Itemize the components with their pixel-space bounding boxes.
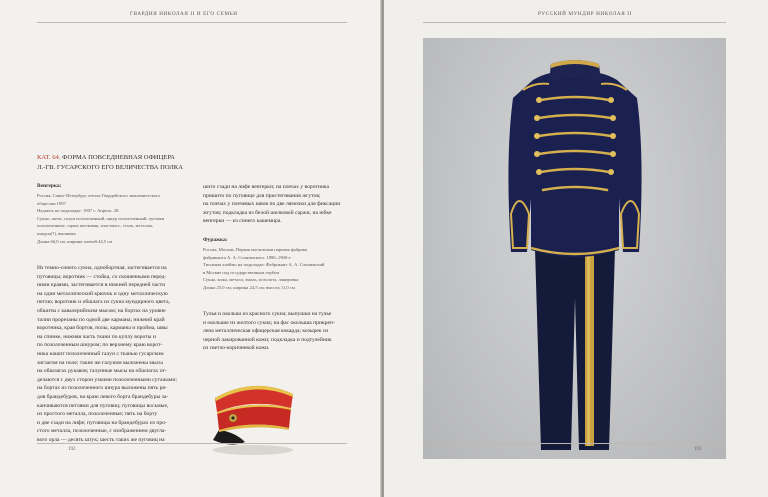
body-line: и околыше из желтого сукна; на фас околыша прикреп- (203, 319, 335, 326)
body-line: пришито по пуговице для пристегивания жгутов; (203, 192, 321, 199)
body-line: делаются с двух сторон узкими позолоченными сутажами; (37, 376, 177, 383)
footer-rule (423, 443, 726, 444)
cap-image (205, 368, 300, 458)
body-line: обшиты с кавалерийским мысом; на бортах на уровне (37, 307, 166, 314)
catalog-title (37, 153, 337, 173)
body-line: и две сзади на лифе; пуговицы на брандебурах из про- (37, 419, 167, 426)
right-page (384, 0, 768, 497)
body-line: зигзагом на поле; такие же галуном выложены мысы (37, 359, 163, 366)
body-line: на один металлический крючок и одну металлическую (37, 290, 168, 297)
body-line: воротника, края бортов, полы, карманы и пройма, швы (37, 325, 168, 332)
detail-line: Надпись на подкладке: 1907 г. Апрель. 28. (37, 208, 120, 214)
catalog-number: КАТ. 64. (37, 154, 61, 161)
detail-line: шнуры(?), вышивка (37, 230, 76, 236)
section-furazhka: Фуражка: (203, 237, 228, 243)
furazhka-details (203, 246, 363, 292)
body-line: стого металла, позолоченные, с изображением двугла- (37, 428, 167, 435)
detail-line: общества 1907 (37, 200, 66, 206)
header-rule (37, 22, 347, 23)
vengerka-details (37, 192, 187, 245)
body-line: на спинке, нижняя часть ткани по куплу вороты и (37, 333, 156, 340)
body-line: ними краями, застегивается в нижней передней части (37, 282, 166, 289)
section-vengerka: Венгерка: (37, 183, 62, 189)
description-col-1 (37, 264, 197, 444)
body-line: вого орла — десять штук; шесть таких же пуговиц на (37, 436, 165, 443)
left-running-head: ГВАРДИЯ НИКОЛАЯ II И ЕГО СЕМЬИ (130, 11, 238, 17)
body-line: по позолоченным шнуром; по верхнему краю ворот- (37, 342, 163, 349)
description-col-2 (203, 183, 363, 226)
header-rule (423, 22, 726, 23)
detail-line: фабриканта А. А. Слонимского. 1890–1900-е (203, 254, 291, 260)
uniform-photo (423, 38, 726, 459)
page-number-left: 192 (68, 447, 76, 452)
detail-line: Россия, Санкт-Петербург, ателье Гвардейского экономического (37, 193, 161, 198)
description-col-2b (203, 310, 363, 353)
body-line: черной лакированной кожи; подкладка и подтулейник (203, 336, 332, 343)
detail-line: Длина 66,0 см; ширина плечей 44,5 см (37, 238, 113, 244)
body-line: канчиваются петлями для пуговиц; пуговицы восьмые, (37, 402, 169, 409)
detail-line: Длина 25,0 см; ширина 24,5 см; высота 11,0 см (203, 284, 295, 290)
right-running-head: РУССКИЙ МУНДИР НИКОЛАЯ II (538, 11, 632, 17)
title-line-2: Л.-ГВ. ГУСАРСКОГО ЕГО ВЕЛИЧЕСТВА ПОЛКА (37, 164, 183, 171)
body-line: шито сзади на лифе венгерки; на плечах у воротника (203, 184, 329, 190)
body-line: ника нашит позолоченный галун с тканью гусарским (37, 350, 164, 357)
left-page (0, 0, 382, 497)
body-line: пуговицы; воротник — стойка, со скошенными перед- (37, 273, 167, 280)
body-line: на плечах у плечевых швов по две лямочки для фиксации (203, 201, 341, 208)
footer-rule (37, 443, 347, 444)
body-line: из простого металла, позолоченные; пять на борту (37, 411, 158, 418)
detail-line: Сукно, кожа, металл, эмаль, позолота, лакировка (203, 277, 299, 283)
body-line: дов брандебуров, на краю левого борта брандебуры за- (37, 393, 169, 400)
body-line: лена металлическая офицерская кокарда; козырек из (203, 328, 329, 335)
body-line: из светло-коричневой кожи. (203, 345, 270, 352)
detail-line: Тисненая клеймо на подкладке: Фабрикант А. А. Слонимский (203, 262, 325, 268)
body-line: на обшлагах рукавов; галунные мысы на обшлагах от- (37, 368, 167, 375)
detail-line: в Москве под государственным гербом (203, 269, 280, 275)
body-line: талии прорезаны по одной две кармана; нижний край (37, 316, 165, 323)
detail-line: Сукно, шелк, галун позолоченный, шнур позолоченный, пуговки (37, 215, 165, 221)
body-line: петлю; воротник и обшлага из сукна мундирного цвета, (37, 299, 170, 306)
detail-line: Россия, Москва, Первая московская паровая фабрика (203, 247, 308, 252)
body-line: на бортах из позолоченного шнура выложены пять ря- (37, 385, 167, 392)
body-line: венгерки — из синего кашемира. (203, 218, 282, 225)
title-line-1: ФОРМА ПОВСЕДНЕВНАЯ ОФИЦЕРА (62, 154, 175, 161)
uniform-image (423, 38, 726, 459)
page-number-right: 193 (694, 447, 702, 452)
body-line: жгутов; подкладка из белой шелковой саржи, на юбке (203, 209, 332, 216)
detail-line: позолоченные, саржа шелковая, пластмасс, сталь, металлы, (37, 223, 154, 229)
body-line: Тулья и околыш из красного сукна; выпушки на тулье (203, 311, 332, 317)
body-line: Из темно-синего сукна, однобортная, застегивается на (37, 265, 167, 271)
